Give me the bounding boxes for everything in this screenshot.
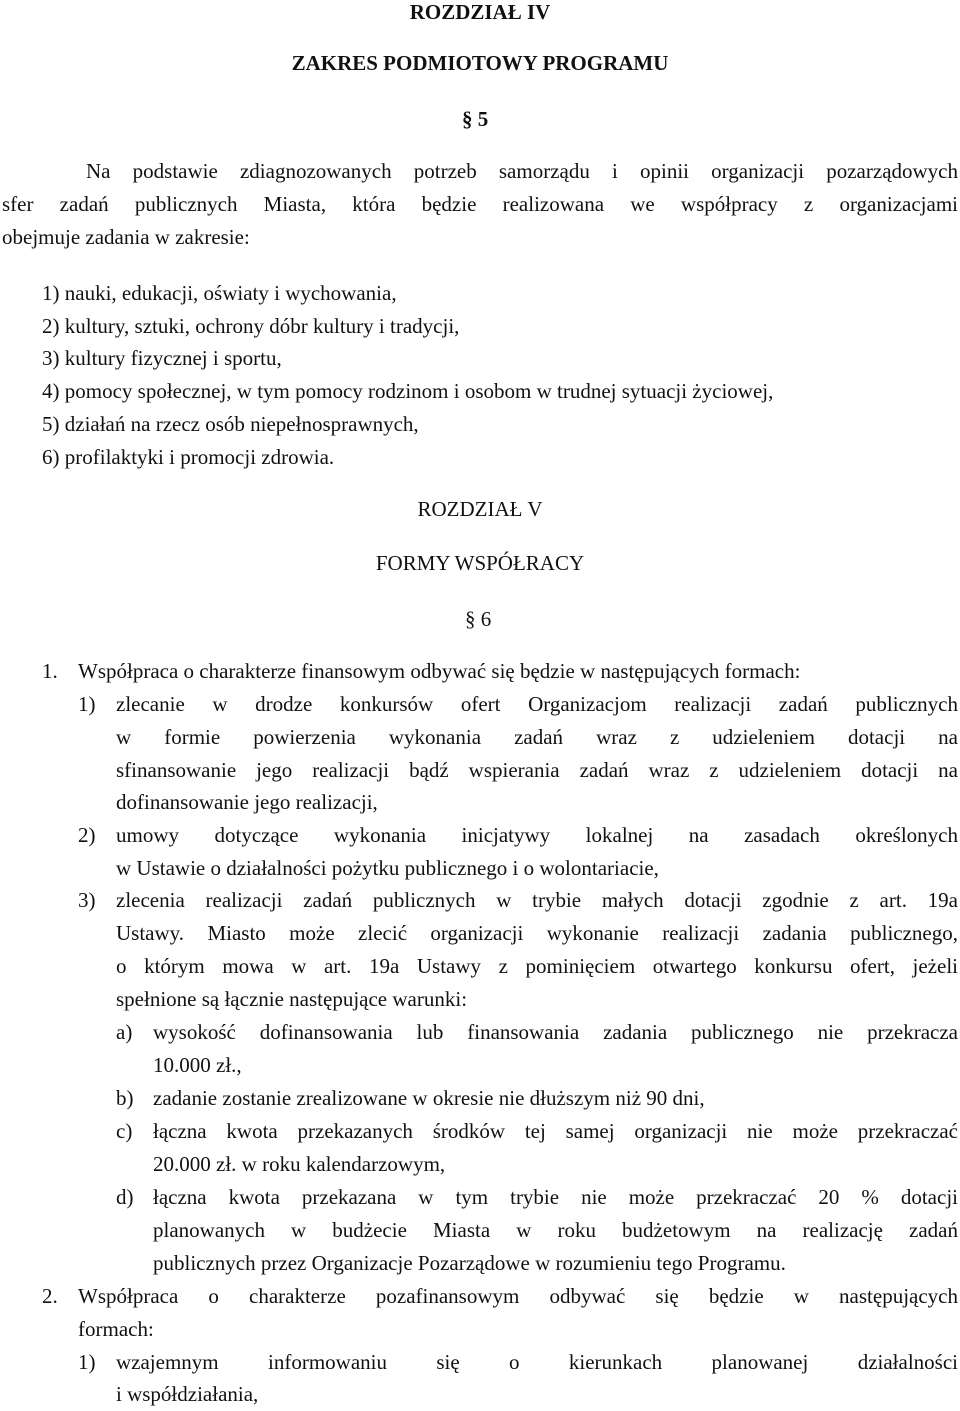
- list-letter: d): [116, 1185, 134, 1209]
- sub-3-line: spełnione są łącznie następujące warunki:: [116, 987, 468, 1011]
- section-6-heading: [465, 603, 491, 636]
- condition-c-line: 20.000 zł. w roku kalendarzowym,: [153, 1152, 446, 1176]
- chapter-4-subtitle: ZAKRES PODMIOTOWY PROGRAMU: [291, 51, 669, 75]
- paragraph-number: 2.: [42, 1284, 58, 1308]
- condition-d-line: planowanych w budżecie Miasta w roku budżetowym na realizację zadań: [153, 1218, 958, 1242]
- condition-c-line: łączna kwota przekazanych środków tej samej organizacji nie może przekraczać: [153, 1119, 958, 1143]
- list-number: 1): [78, 692, 96, 716]
- list-letter: a): [116, 1020, 133, 1044]
- sub-1-line: zlecanie w drodze konkursów ofert Organizacjom realizacji zadań publicznych: [116, 692, 958, 716]
- sub-1-line: sfinansowanie jego realizacji bądź wspierania zadań wraz z udzieleniem dotacji na: [116, 758, 958, 782]
- list-number: 3): [78, 888, 96, 912]
- chapter-5-title: ROZDZIAŁ V: [417, 497, 543, 521]
- list-item: [42, 342, 282, 375]
- section-number: 6: [480, 607, 492, 631]
- chapter-5-subtitle: FORMY WSPÓŁRACY: [375, 551, 585, 575]
- chapter-4-title: ROZDZIAŁ IV: [409, 0, 551, 24]
- section-mark: §: [462, 107, 473, 131]
- list-text: działań na rzecz osób niepełnosprawnych,: [64, 412, 419, 436]
- paragraph-1-text: Współpraca o charakterze finansowym odbywać się będzie w następujących formach:: [78, 659, 801, 683]
- list-letter: b): [116, 1086, 134, 1110]
- sub-2-line: w Ustawie o działalności pożytku publicznego i o wolontariacie,: [116, 856, 659, 880]
- list-text: pomocy społecznej, w tym pomocy rodzinom i osobom w trudnej sytuacji życiowej,: [64, 379, 774, 403]
- sub-2-line: umowy dotyczące wykonania inicjatywy lokalnej na zasadach określonych: [116, 823, 958, 847]
- list-item: [42, 310, 459, 343]
- list-number: 2): [42, 314, 60, 338]
- list-number: 6): [42, 445, 60, 469]
- list-number: 1): [42, 281, 60, 305]
- section-5-heading: [462, 103, 488, 136]
- list-item: [42, 408, 419, 441]
- p2-sub-1-line: i współdziałania,: [116, 1382, 259, 1406]
- list-text: kultury, sztuki, ochrony dóbr kultury i tradycji,: [64, 314, 460, 338]
- section-mark: §: [465, 607, 476, 631]
- condition-d-line: łączna kwota przekazana w tym trybie nie może przekraczać 20 % dotacji: [153, 1185, 958, 1209]
- condition-a-line: 10.000 zł.,: [153, 1053, 242, 1077]
- condition-a-line: wysokość dofinansowania lub finansowania zadania publicznego nie przekracza: [153, 1020, 958, 1044]
- list-number: 3): [42, 346, 60, 370]
- condition-d-line: publicznych przez Organizacje Pozarządowe w rozumieniu tego Programu.: [153, 1251, 786, 1275]
- section-number: 5: [477, 107, 489, 131]
- sub-1-line: w formie powierzenia wykonania zadań wraz z udzieleniem dotacji na: [116, 725, 958, 749]
- intro-line-1: Na podstawie zdiagnozowanych potrzeb samorządu i opinii organizacji pozarządowych: [86, 159, 958, 183]
- sub-3-line: o którym mowa w art. 19a Ustawy z pominięciem otwartego konkursu ofert, jeżeli: [116, 954, 958, 978]
- list-item: [42, 441, 334, 474]
- list-number: 5): [42, 412, 60, 436]
- sub-3-line: zlecenia realizacji zadań publicznych w trybie małych dotacji zgodnie z art. 19a: [116, 888, 958, 912]
- paragraph-2-line: Współpraca o charakterze pozafinansowym odbywać się będzie w następujących: [78, 1284, 958, 1308]
- condition-b-line: zadanie zostanie zrealizowane w okresie nie dłuższym niż 90 dni,: [153, 1086, 705, 1110]
- sub-1-line: dofinansowanie jego realizacji,: [116, 790, 378, 814]
- list-item: [42, 375, 773, 408]
- intro-line-3: obejmuje zadania w zakresie:: [2, 225, 250, 249]
- sub-3-line: Ustawy. Miasto może zlecić organizacji wykonanie realizacji zadania publicznego,: [116, 921, 958, 945]
- paragraph-number: 1.: [42, 659, 58, 683]
- list-text: nauki, edukacji, oświaty i wychowania,: [64, 281, 397, 305]
- list-text: kultury fizycznej i sportu,: [64, 346, 282, 370]
- paragraph-2-line: formach:: [78, 1317, 154, 1341]
- p2-sub-1-line: wzajemnym informowaniu się o kierunkach planowanej działalności: [116, 1350, 958, 1374]
- list-text: profilaktyki i promocji zdrowia.: [64, 445, 335, 469]
- intro-line-2: sfer zadań publicznych Miasta, która będzie realizowana we współpracy z organizacjami: [2, 192, 958, 216]
- list-number: 4): [42, 379, 60, 403]
- list-number: 2): [78, 823, 96, 847]
- list-item: [42, 277, 397, 310]
- list-number: 1): [78, 1350, 96, 1374]
- list-letter: c): [116, 1119, 133, 1143]
